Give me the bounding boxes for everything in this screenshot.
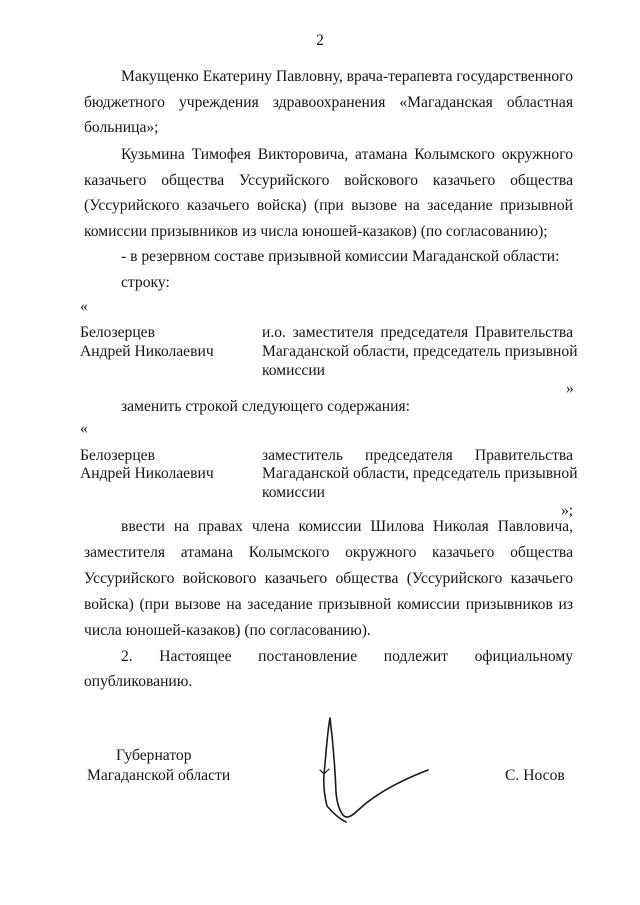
text-line: войска) (при вызове на заседание призывной комиссии призывников из [84, 596, 573, 613]
text-line: 2. Настоящее постановление подлежит официальному [121, 648, 573, 665]
entry-position-line: комиссии [262, 484, 326, 501]
reserve-composition-line: - в резервном составе призывной комиссии Магаданской области: [121, 248, 560, 265]
signatory-region: Магаданской области [87, 767, 231, 784]
text-line: (Уссурийского казачьего войска) (при вызове на заседание призывной [84, 197, 573, 214]
replace-line: заменить строкой следующего содержания: [121, 398, 410, 415]
close-quote: »; [561, 502, 574, 519]
text-line: комиссии призывников из числа юношей-казаков) (по согласованию); [84, 223, 548, 240]
text-line: больница»; [84, 119, 159, 136]
text-line: опубликованию. [84, 673, 193, 690]
text-line: бюджетного учреждения здравоохранения «Магаданская областная [84, 94, 573, 111]
text-line: Кузьмина Тимофея Викторовича, атамана Колымского окружного [121, 146, 573, 163]
entry-position-line: Магаданской области, председатель призывной [262, 343, 578, 360]
text-line: казачьего общества Уссурийского войскового казачьего общества [84, 172, 573, 189]
entry-given-name: Андрей Николаевич [80, 465, 214, 482]
open-quote: « [80, 420, 88, 437]
open-quote: « [80, 298, 88, 315]
entry-surname: Белозерцев [80, 447, 155, 464]
page-number: 2 [316, 32, 324, 49]
entry-position-line: Магаданской области, председатель призывной [262, 465, 578, 482]
handwritten-signature [310, 712, 450, 842]
entry-given-name: Андрей Николаевич [80, 343, 214, 360]
entry-position-line: заместитель председателя Правительства [262, 447, 573, 464]
entry-position-line: и.о. заместителя председателя Правительства [262, 324, 573, 341]
entry-surname: Белозерцев [80, 324, 155, 341]
text-line: ввести на правах члена комиссии Шилова Николая Павловича, [121, 518, 573, 535]
text-line: Уссурийского войскового казачьего общества (Уссурийского казачьего [84, 570, 573, 587]
text-line: заместителя атамана Колымского окружного казачьего общества [84, 544, 573, 561]
text-line: числа юношей-казаков) (по согласованию). [84, 622, 371, 639]
stroku-label: строку: [121, 274, 170, 291]
signatory-title: Губернатор [116, 747, 192, 764]
text-line: Макущенко Екатерину Павловну, врача-терапевта государственного [121, 68, 573, 85]
entry-position-line: комиссии [262, 362, 326, 379]
signatory-name: С. Носов [505, 767, 565, 784]
close-quote: » [566, 380, 574, 397]
